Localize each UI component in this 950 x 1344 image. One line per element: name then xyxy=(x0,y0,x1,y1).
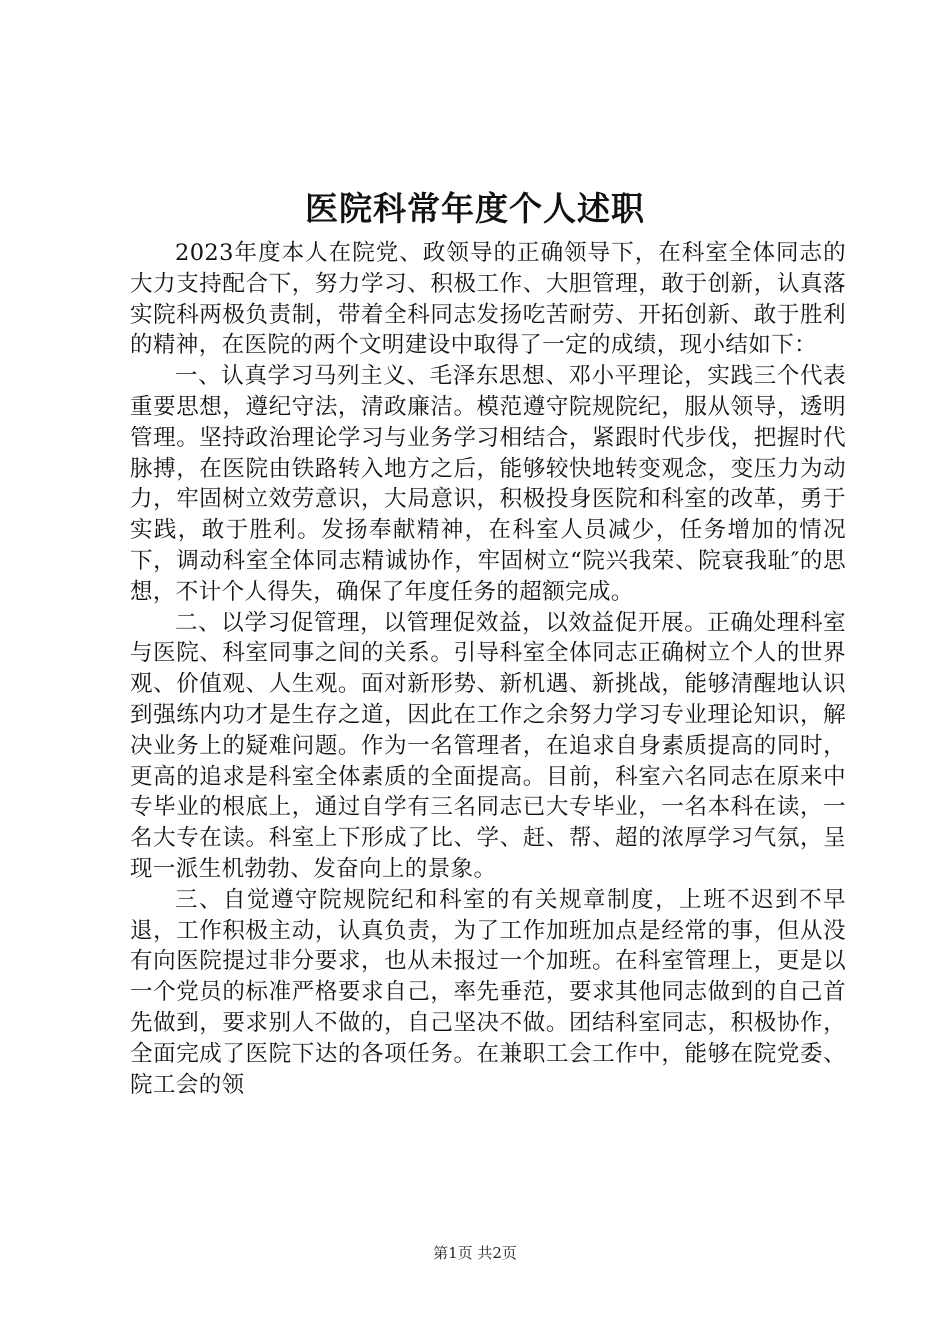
document-body xyxy=(130,238,846,1100)
page-number: 第1页 共2页 xyxy=(433,1244,517,1262)
page-footer xyxy=(0,1243,950,1263)
document-title: 医院科常年度个人述职 xyxy=(305,189,645,228)
paragraph-section-3: 三、自觉遵守院规院纪和科室的有关规章制度，上班不迟到不早退，工作积极主动，认真负责，为了工作加班加点是经常的事，但从没有向医院提过非分要求，也从未报过一个加班。在科室管理上，更是以一个党员的标准严格要求自己，率先垂范，要求其他同志做到的自己首先做到，要求别人不做的，自己坚决不做。团结科室同志，积极协作，全面完成了医院下达的各项任务。在兼职工会工作中，能够在院党委、院工会的领 xyxy=(130,886,846,1098)
paragraph-section-2: 二、以学习促管理，以管理促效益，以效益促开展。正确处理科室与医院、科室同事之间的关系。引导科室全体同志正确树立个人的世界观、价值观、人生观。面对新形势、新机遇、新挑战，能够清醒地认识到强练内功才是生存之道，因此在工作之余努力学习专业理论知识，解决业务上的疑难问题。作为一名管理者，在追求自身素质提高的同时，更高的追求是科室全体素质的全面提高。目前，科室六名同志在原来中专毕业的根底上，通过自学有三名同志已大专毕业，一名本科在读，一名大专在读。科室上下形成了比、学、赶、帮、超的浓厚学习气氛，呈现一派生机勃勃、发奋向上的景象。 xyxy=(130,609,846,882)
paragraph-intro: 2023年度本人在院党、政领导的正确领导下，在科室全体同志的大力支持配合下，努力学习、积极工作、大胆管理，敢于创新，认真落实院科两极负责制，带着全科同志发扬吃苦耐劳、开拓创新、敢于胜利的精神，在医院的两个文明建设中取得了一定的成绩，现小结如下： xyxy=(130,240,846,359)
paragraph-section-1: 一、认真学习马列主义、毛泽东思想、邓小平理论，实践三个代表重要思想，遵纪守法，清政廉洁。模范遵守院规院纪，服从领导，透明管理。坚持政治理论学习与业务学习相结合，紧跟时代步伐，把握时代脉搏，在医院由铁路转入地方之后，能够较快地转变观念，变压力为动力，牢固树立效劳意识，大局意识，积极投身医院和科室的改革，勇于实践，敢于胜利。发扬奉献精神，在科室人员减少，任务增加的情况下，调动科室全体同志精诚协作，牢固树立“院兴我荣、院衰我耻″的思想，不计个人得失，确保了年度任务的超额完成。 xyxy=(130,363,846,605)
